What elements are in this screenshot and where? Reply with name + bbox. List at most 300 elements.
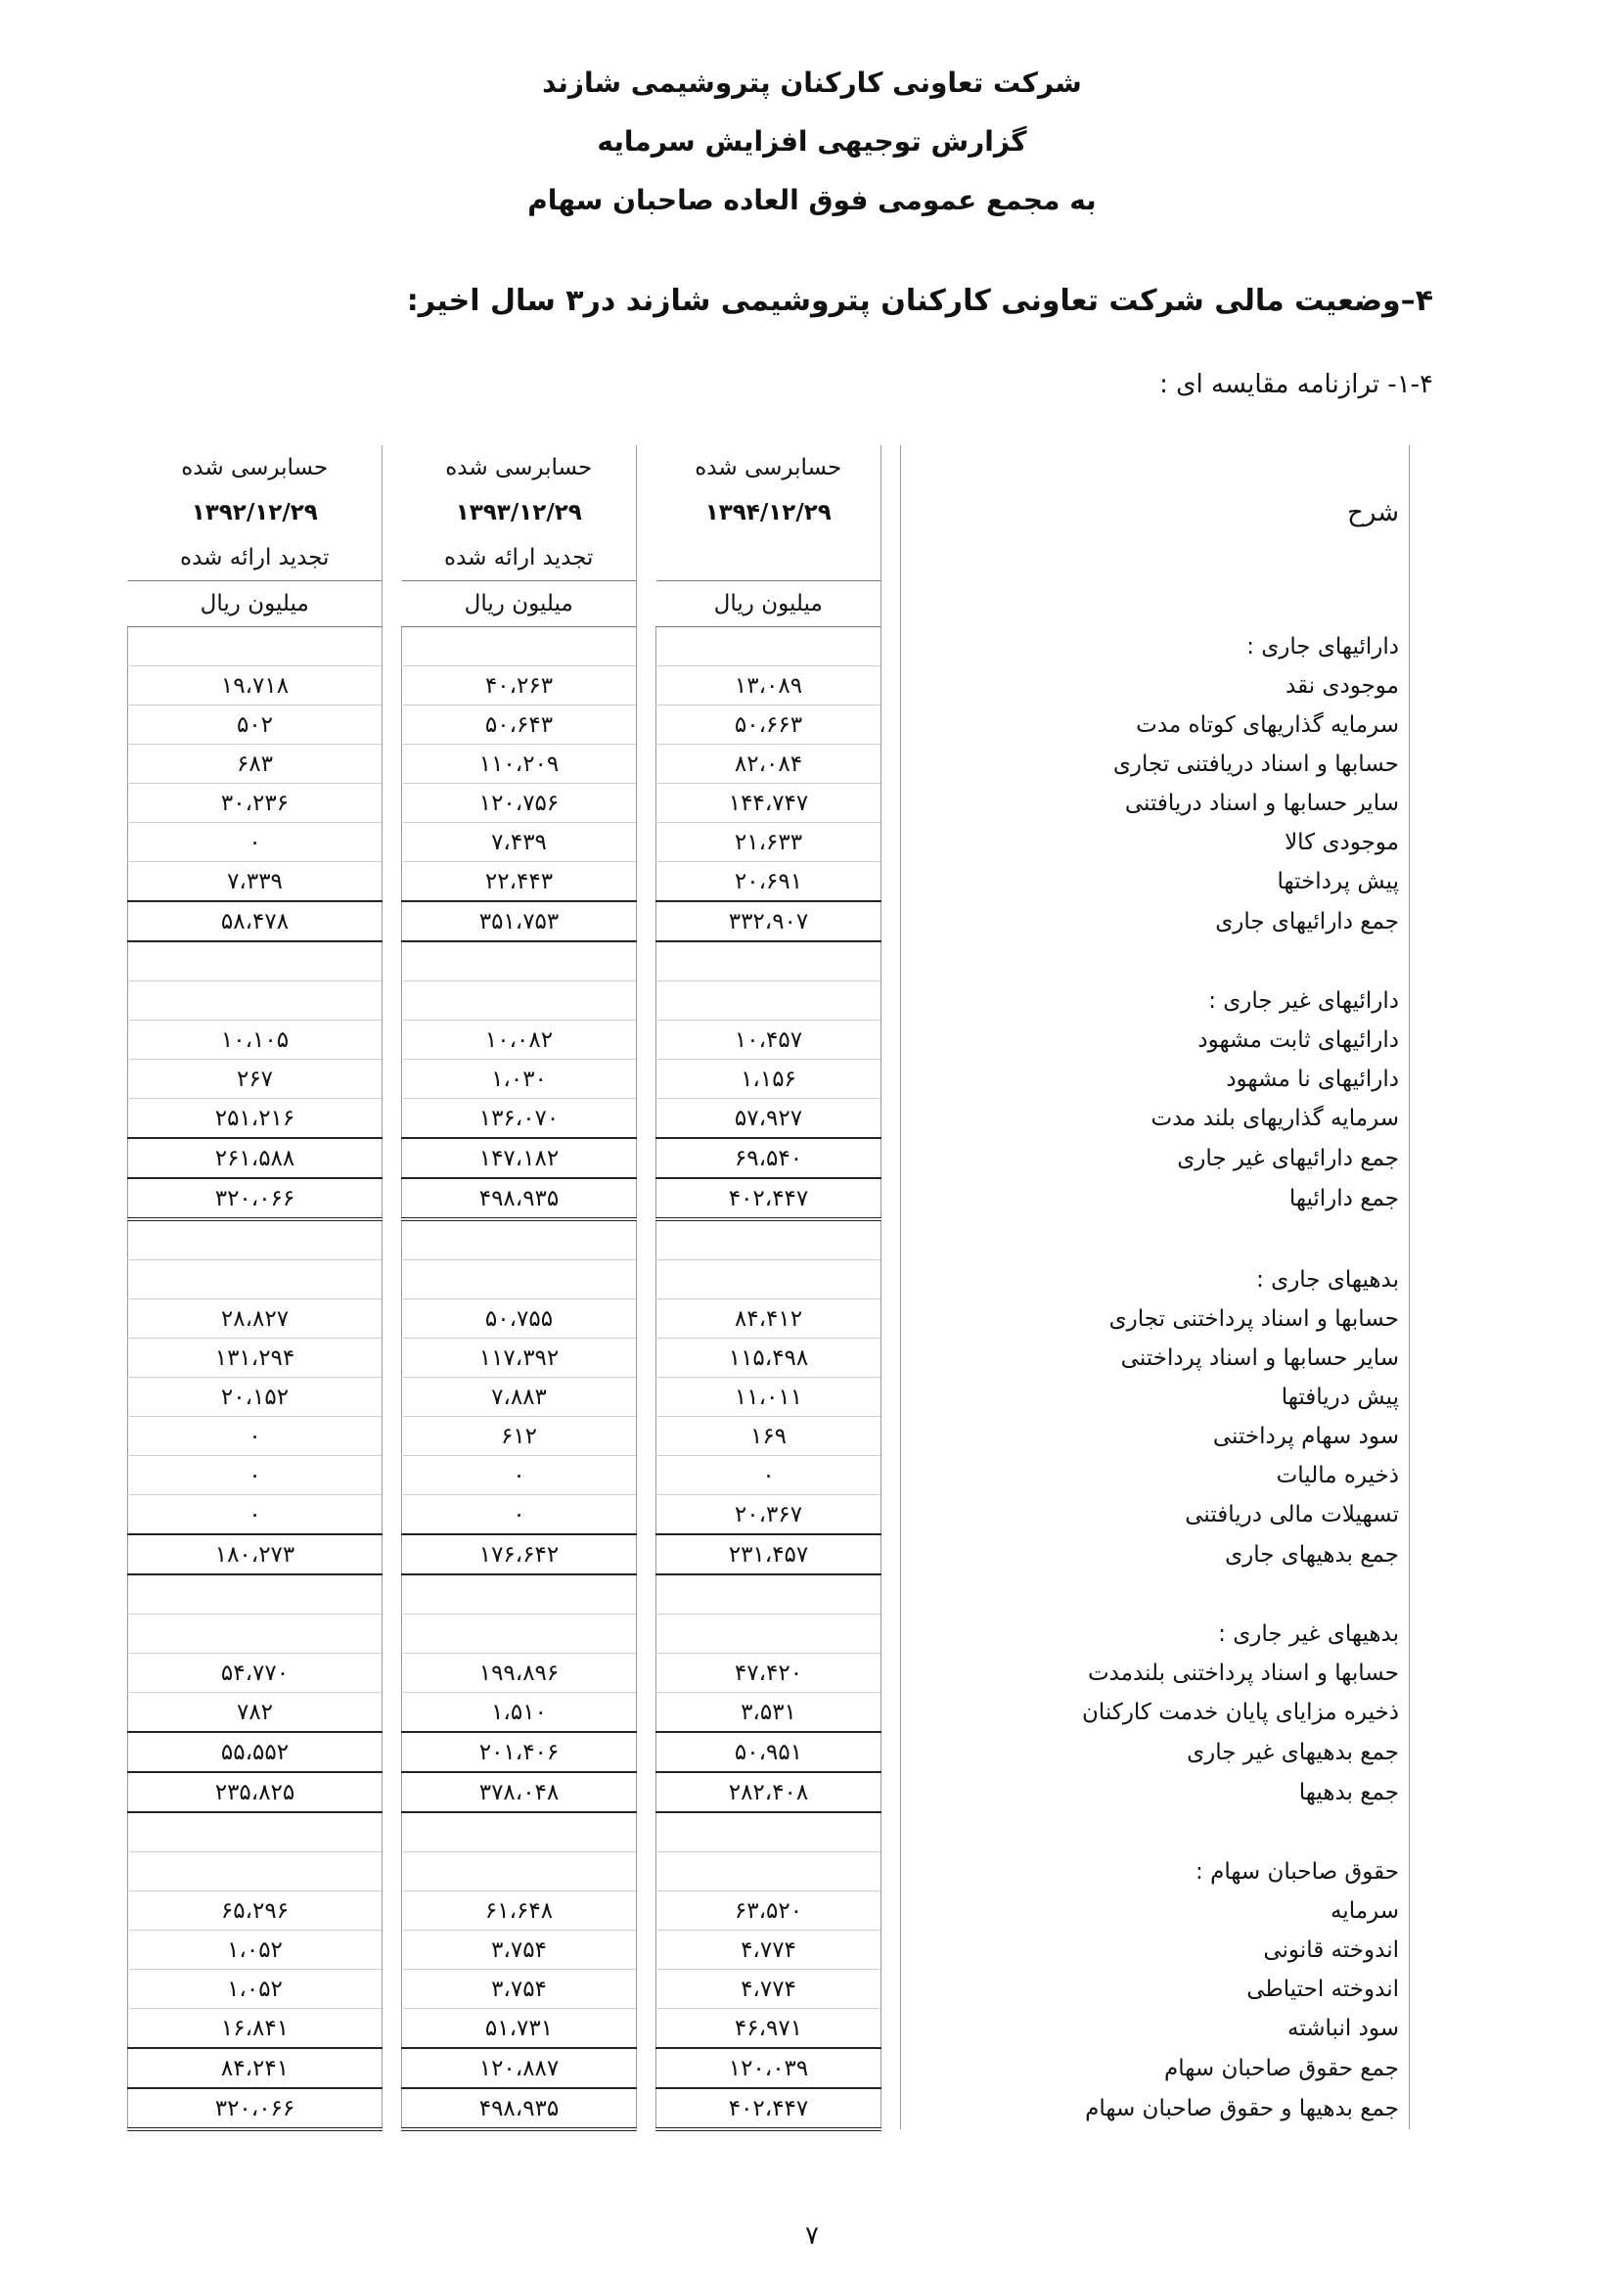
column-gap xyxy=(637,445,656,490)
cell-value xyxy=(656,981,881,1021)
column-gap xyxy=(881,490,901,535)
column-gap xyxy=(383,1812,402,1852)
column-gap xyxy=(881,2088,901,2129)
cell-value: ۶۸۳ xyxy=(128,745,383,784)
column-unit-0: میلیون ریال xyxy=(656,581,881,627)
category-label: دارائیهای جاری : xyxy=(901,627,1410,666)
blank-row xyxy=(128,941,1429,981)
cell-value xyxy=(128,1574,383,1615)
column-gap xyxy=(881,1654,901,1693)
header-row-date xyxy=(128,490,1429,535)
row-label: سرمایه xyxy=(901,1891,1410,1931)
table-row xyxy=(128,823,1429,862)
column-unit-1: میلیون ریال xyxy=(402,581,637,627)
column-gap xyxy=(383,2088,402,2129)
row-label: سود انباشته xyxy=(901,2009,1410,2049)
cell-value: ۰ xyxy=(128,1456,383,1495)
row-label: اندوخته احتیاطی xyxy=(901,1970,1410,2009)
table-row xyxy=(128,1021,1429,1060)
table-row xyxy=(128,1138,1429,1178)
cell-value: ۳۳۲،۹۰۷ xyxy=(656,901,881,941)
cell-value xyxy=(128,627,383,666)
column-gap xyxy=(881,1693,901,1733)
column-gap xyxy=(383,862,402,902)
cell-value: ۴۹۸،۹۳۵ xyxy=(402,2088,637,2129)
column-gap xyxy=(1410,745,1429,784)
cell-value: ۱،۰۵۲ xyxy=(128,1931,383,1970)
table-row xyxy=(128,745,1429,784)
column-gap xyxy=(881,1852,901,1891)
row-label: دارائیهای نا مشهود xyxy=(901,1060,1410,1099)
column-gap xyxy=(1410,1693,1429,1733)
column-gap xyxy=(1410,823,1429,862)
cell-value: ۰ xyxy=(402,1495,637,1535)
column-gap xyxy=(881,1021,901,1060)
column-gap xyxy=(637,1732,656,1772)
column-gap xyxy=(383,1060,402,1099)
row-label: جمع دارائیها xyxy=(901,1178,1410,1219)
row-label: جمع حقوق صاحبان سهام xyxy=(901,2048,1410,2088)
column-gap xyxy=(637,1970,656,2009)
description-header-spacer xyxy=(901,445,1410,490)
column-gap xyxy=(881,1099,901,1139)
cell-value xyxy=(128,981,383,1021)
column-gap xyxy=(881,823,901,862)
table-row xyxy=(128,1534,1429,1574)
table-row xyxy=(128,1099,1429,1139)
column-gap xyxy=(383,581,402,627)
row-label: جمع بدهیها xyxy=(901,1772,1410,1812)
column-gap xyxy=(1410,1138,1429,1178)
column-gap xyxy=(383,1456,402,1495)
table-row xyxy=(128,1772,1429,1812)
balance-sheet-table xyxy=(127,445,1429,2131)
cell-value: ۰ xyxy=(402,1456,637,1495)
cell-value: ۱۶،۸۴۱ xyxy=(128,2009,383,2049)
column-gap xyxy=(637,1891,656,1931)
column-gap xyxy=(881,1417,901,1456)
table-row xyxy=(128,666,1429,706)
cell-value xyxy=(128,1260,383,1299)
cell-value: ۱۹،۷۱۸ xyxy=(128,666,383,706)
column-gap xyxy=(637,784,656,823)
cell-value: ۳۰،۲۳۶ xyxy=(128,784,383,823)
cell-value xyxy=(402,1260,637,1299)
column-gap xyxy=(637,1772,656,1812)
table-row xyxy=(128,1178,1429,1219)
cell-value: ۵۵،۵۵۲ xyxy=(128,1732,383,1772)
cell-value xyxy=(656,1852,881,1891)
column-gap xyxy=(637,862,656,902)
column-gap xyxy=(383,445,402,490)
cell-value: ۳۷۸،۰۴۸ xyxy=(402,1772,637,1812)
row-label: جمع بدهیهای جاری xyxy=(901,1534,1410,1574)
cell-value: ۱،۵۱۰ xyxy=(402,1693,637,1733)
row-label xyxy=(901,941,1410,981)
cell-value: ۶۵،۲۹۶ xyxy=(128,1891,383,1931)
column-gap xyxy=(881,1260,901,1299)
cell-value: ۱۰،۴۵۷ xyxy=(656,1021,881,1060)
cell-value: ۶۹،۵۴۰ xyxy=(656,1138,881,1178)
column-gap xyxy=(383,1970,402,2009)
column-gap xyxy=(383,1178,402,1219)
table-row xyxy=(128,1339,1429,1378)
column-status-2: حسابرسی شده xyxy=(181,455,329,480)
cell-value: ۳،۵۳۱ xyxy=(656,1693,881,1733)
company-name: شرکت تعاونی کارکنان پتروشیمی شازند xyxy=(542,67,1082,99)
column-gap xyxy=(1410,2048,1429,2088)
section-title: ۴–وضعیت مالی شرکت تعاونی کارکنان پتروشیمی شازند در۳ سال اخیر: xyxy=(406,284,1433,318)
column-status-0: حسابرسی شده xyxy=(695,455,842,480)
cell-value xyxy=(128,1615,383,1654)
cell-value: ۱۲۰،۰۳۹ xyxy=(656,2048,881,2088)
column-gap xyxy=(1410,1534,1429,1574)
cell-value: ۸۴،۴۱۲ xyxy=(656,1299,881,1339)
column-gap xyxy=(637,1417,656,1456)
description-header-spacer xyxy=(901,581,1410,627)
column-gap xyxy=(637,1299,656,1339)
table-row xyxy=(128,1891,1429,1931)
column-gap xyxy=(881,1534,901,1574)
cell-value: ۵۱،۷۳۱ xyxy=(402,2009,637,2049)
column-gap xyxy=(383,1260,402,1299)
cell-value xyxy=(656,941,881,981)
cell-value: ۲۳۵،۸۲۵ xyxy=(128,1772,383,1812)
header-row-unit xyxy=(128,581,1429,627)
description-header: شرح xyxy=(901,490,1410,535)
cell-value: ۷،۸۸۳ xyxy=(402,1378,637,1417)
table-row xyxy=(128,1495,1429,1535)
column-gap xyxy=(1410,1615,1429,1654)
column-gap xyxy=(383,1299,402,1339)
column-gap xyxy=(637,981,656,1021)
column-gap xyxy=(637,627,656,666)
cell-value: ۵۰۲ xyxy=(128,706,383,745)
column-gap xyxy=(383,1574,402,1615)
column-gap xyxy=(383,1534,402,1574)
cell-value: ۴،۷۷۴ xyxy=(656,1931,881,1970)
cell-value: ۱۴۷،۱۸۲ xyxy=(402,1138,637,1178)
category-row xyxy=(128,1615,1429,1654)
table-row xyxy=(128,1654,1429,1693)
column-gap xyxy=(637,490,656,535)
column-gap xyxy=(383,823,402,862)
row-label: حسابها و اسناد پرداختنی تجاری xyxy=(901,1299,1410,1339)
cell-value: ۱۷۶،۶۴۲ xyxy=(402,1534,637,1574)
cell-value: ۵۰،۹۵۱ xyxy=(656,1732,881,1772)
column-gap xyxy=(383,1615,402,1654)
cell-value: ۱۱۰،۲۰۹ xyxy=(402,745,637,784)
column-gap xyxy=(383,1495,402,1535)
cell-value xyxy=(128,1219,383,1260)
row-label: سرمایه گذاریهای کوتاه مدت xyxy=(901,706,1410,745)
cell-value: ۳،۷۵۴ xyxy=(402,1931,637,1970)
cell-value: ۳۵۱،۷۵۳ xyxy=(402,901,637,941)
cell-value: ۱۰،۰۸۲ xyxy=(402,1021,637,1060)
cell-value xyxy=(656,1219,881,1260)
column-gap xyxy=(1410,1574,1429,1615)
column-gap xyxy=(1410,2088,1429,2129)
cell-value: ۱۲۰،۷۵۶ xyxy=(402,784,637,823)
column-gap xyxy=(881,445,901,490)
column-gap xyxy=(383,901,402,941)
column-gap xyxy=(881,1339,901,1378)
cell-value: ۱۰،۱۰۵ xyxy=(128,1021,383,1060)
row-label xyxy=(901,1219,1410,1260)
table-row xyxy=(128,2088,1429,2129)
cell-value: ۱۹۹،۸۹۶ xyxy=(402,1654,637,1693)
column-gap xyxy=(637,901,656,941)
row-label: موجودی کالا xyxy=(901,823,1410,862)
column-gap xyxy=(1410,445,1429,490)
column-gap xyxy=(881,581,901,627)
column-gap xyxy=(383,1732,402,1772)
cell-value: ۱۱۵،۴۹۸ xyxy=(656,1339,881,1378)
column-gap xyxy=(1410,1260,1429,1299)
cell-value: ۱۱،۰۱۱ xyxy=(656,1378,881,1417)
column-gap xyxy=(637,1812,656,1852)
column-gap xyxy=(881,1970,901,2009)
row-label: پیش پرداختها xyxy=(901,862,1410,902)
cell-value: ۱،۰۳۰ xyxy=(402,1060,637,1099)
column-gap xyxy=(1410,784,1429,823)
column-gap xyxy=(1410,1654,1429,1693)
column-gap xyxy=(1410,1495,1429,1535)
column-gap xyxy=(1410,1891,1429,1931)
cell-value xyxy=(402,1615,637,1654)
column-gap xyxy=(1410,1456,1429,1495)
column-gap xyxy=(881,1812,901,1852)
table-row xyxy=(128,1970,1429,2009)
cell-value: ۵۸،۴۷۸ xyxy=(128,901,383,941)
cell-value xyxy=(402,1812,637,1852)
column-gap xyxy=(1410,1931,1429,1970)
category-label: حقوق صاحبان سهام : xyxy=(901,1852,1410,1891)
column-gap xyxy=(881,627,901,666)
column-gap xyxy=(383,1693,402,1733)
cell-value xyxy=(402,981,637,1021)
column-gap xyxy=(1410,1852,1429,1891)
column-gap xyxy=(881,745,901,784)
cell-value xyxy=(402,1852,637,1891)
column-gap xyxy=(1410,862,1429,902)
row-label: جمع دارائیهای جاری xyxy=(901,901,1410,941)
cell-value xyxy=(402,941,637,981)
cell-value: ۲۸،۸۲۷ xyxy=(128,1299,383,1339)
report-header xyxy=(0,54,1624,230)
category-row xyxy=(128,627,1429,666)
column-gap xyxy=(881,941,901,981)
cell-value: ۱۳۱،۲۹۴ xyxy=(128,1339,383,1378)
cell-value: ۵۴،۷۷۰ xyxy=(128,1654,383,1693)
column-gap xyxy=(637,745,656,784)
blank-row xyxy=(128,1219,1429,1260)
row-label: ذخیره مزایای پایان خدمت کارکنان xyxy=(901,1693,1410,1733)
column-gap xyxy=(383,490,402,535)
column-date-2: ۱۳۹۲/۱۲/۲۹ xyxy=(191,500,318,525)
cell-value: ۶۱۲ xyxy=(402,1417,637,1456)
column-gap xyxy=(881,784,901,823)
column-gap xyxy=(383,1378,402,1417)
column-gap xyxy=(881,1732,901,1772)
column-gap xyxy=(1410,1417,1429,1456)
table-row xyxy=(128,1299,1429,1339)
table-row xyxy=(128,2009,1429,2049)
column-gap xyxy=(1410,941,1429,981)
balance-sheet-body xyxy=(128,445,1429,2129)
cell-value: ۰ xyxy=(128,1417,383,1456)
column-gap xyxy=(637,1931,656,1970)
cell-value: ۲۲،۴۴۳ xyxy=(402,862,637,902)
column-gap xyxy=(1410,1812,1429,1852)
column-gap xyxy=(881,1615,901,1654)
column-gap xyxy=(1410,901,1429,941)
row-label xyxy=(901,1574,1410,1615)
column-gap xyxy=(637,535,656,581)
cell-value: ۲۰،۶۹۱ xyxy=(656,862,881,902)
cell-value xyxy=(128,1852,383,1891)
cell-value: ۵۰،۶۶۳ xyxy=(656,706,881,745)
column-gap xyxy=(637,1178,656,1219)
cell-value: ۳،۷۵۴ xyxy=(402,1970,637,2009)
cell-value: ۱،۱۵۶ xyxy=(656,1060,881,1099)
column-gap xyxy=(881,1178,901,1219)
column-gap xyxy=(637,706,656,745)
cell-value: ۲۳۱،۴۵۷ xyxy=(656,1534,881,1574)
column-gap xyxy=(881,981,901,1021)
column-gap xyxy=(881,2009,901,2049)
table-row xyxy=(128,2048,1429,2088)
row-label: جمع بدهیها و حقوق صاحبان سهام xyxy=(901,2088,1410,2129)
cell-value: ۷،۳۳۹ xyxy=(128,862,383,902)
column-gap xyxy=(383,941,402,981)
column-gap xyxy=(881,706,901,745)
column-gap xyxy=(1410,1060,1429,1099)
row-label: پیش دریافتها xyxy=(901,1378,1410,1417)
column-gap xyxy=(1410,706,1429,745)
row-label: حسابها و اسناد دریافتنی تجاری xyxy=(901,745,1410,784)
column-unit-2: میلیون ریال xyxy=(128,581,383,627)
cell-value: ۴،۷۷۴ xyxy=(656,1970,881,2009)
cell-value xyxy=(656,1574,881,1615)
column-gap xyxy=(637,1260,656,1299)
column-gap xyxy=(637,1852,656,1891)
column-gap xyxy=(881,1574,901,1615)
cell-value xyxy=(402,1219,637,1260)
column-gap xyxy=(637,2048,656,2088)
column-gap xyxy=(383,1417,402,1456)
cell-value: ۷،۴۳۹ xyxy=(402,823,637,862)
column-gap xyxy=(637,1021,656,1060)
row-label xyxy=(901,1812,1410,1852)
column-gap xyxy=(637,1693,656,1733)
column-gap xyxy=(881,1931,901,1970)
column-gap xyxy=(637,1339,656,1378)
cell-value xyxy=(656,627,881,666)
table-row xyxy=(128,1931,1429,1970)
column-gap xyxy=(383,784,402,823)
report-title: گزارش توجیهی افزایش سرمایه xyxy=(597,125,1027,158)
cell-value: ۴۰،۲۶۳ xyxy=(402,666,637,706)
column-gap xyxy=(383,1772,402,1812)
cell-value: ۵۰،۷۵۵ xyxy=(402,1299,637,1339)
column-gap xyxy=(383,1138,402,1178)
column-gap xyxy=(881,1138,901,1178)
cell-value xyxy=(402,627,637,666)
row-label: ذخیره مالیات xyxy=(901,1456,1410,1495)
row-label: تسهیلات مالی دریافتنی xyxy=(901,1495,1410,1535)
column-gap xyxy=(1410,1178,1429,1219)
sub-title: ۱-۴- ترازنامه مقایسه ای : xyxy=(1159,370,1433,399)
row-label: سایر حسابها و اسناد دریافتنی xyxy=(901,784,1410,823)
column-note-2: تجدید ارائه شده xyxy=(128,535,383,581)
column-gap xyxy=(637,1456,656,1495)
column-gap xyxy=(881,1772,901,1812)
blank-row xyxy=(128,1812,1429,1852)
column-gap xyxy=(881,1378,901,1417)
column-gap xyxy=(1410,1378,1429,1417)
column-gap xyxy=(637,581,656,627)
column-note-0 xyxy=(656,535,881,581)
cell-value: ۱۶۹ xyxy=(656,1417,881,1456)
category-label: بدهیهای جاری : xyxy=(901,1260,1410,1299)
column-gap xyxy=(881,2048,901,2088)
header-row-note xyxy=(128,535,1429,581)
column-gap xyxy=(637,1615,656,1654)
column-gap xyxy=(1410,1299,1429,1339)
column-date-0: ۱۳۹۴/۱۲/۲۹ xyxy=(704,500,832,525)
description-header-spacer xyxy=(901,535,1410,581)
row-label: جمع دارائیهای غیر جاری xyxy=(901,1138,1410,1178)
table-row xyxy=(128,1693,1429,1733)
column-gap xyxy=(383,981,402,1021)
column-gap xyxy=(383,1852,402,1891)
column-gap xyxy=(637,1574,656,1615)
cell-value xyxy=(128,1812,383,1852)
column-gap xyxy=(881,1219,901,1260)
blank-row xyxy=(128,1574,1429,1615)
cell-value: ۴۰۲،۴۴۷ xyxy=(656,1178,881,1219)
column-gap xyxy=(637,1534,656,1574)
cell-value: ۱۲۰،۸۸۷ xyxy=(402,2048,637,2088)
cell-value: ۰ xyxy=(128,1495,383,1535)
table-row xyxy=(128,1378,1429,1417)
cell-value xyxy=(656,1615,881,1654)
cell-value xyxy=(656,1260,881,1299)
table-row xyxy=(128,1060,1429,1099)
cell-value: ۴۷،۴۲۰ xyxy=(656,1654,881,1693)
cell-value: ۰ xyxy=(128,823,383,862)
table-row xyxy=(128,1417,1429,1456)
report-audience: به مجمع عمومی فوق العاده صاحبان سهام xyxy=(527,184,1097,216)
column-gap xyxy=(1410,581,1429,627)
column-gap xyxy=(881,1456,901,1495)
column-gap xyxy=(637,1495,656,1535)
column-gap xyxy=(1410,1772,1429,1812)
column-note-1: تجدید ارائه شده xyxy=(402,535,637,581)
column-gap xyxy=(637,2009,656,2049)
cell-value xyxy=(402,1574,637,1615)
row-label: اندوخته قانونی xyxy=(901,1931,1410,1970)
column-date-1: ۱۳۹۳/۱۲/۲۹ xyxy=(455,500,582,525)
column-gap xyxy=(881,1299,901,1339)
cell-value: ۸۴،۲۴۱ xyxy=(128,2048,383,2088)
column-gap xyxy=(881,1060,901,1099)
table-row xyxy=(128,862,1429,902)
cell-value: ۳۲۰،۰۶۶ xyxy=(128,1178,383,1219)
cell-value: ۴۰۲،۴۴۷ xyxy=(656,2088,881,2129)
column-gap xyxy=(637,1060,656,1099)
